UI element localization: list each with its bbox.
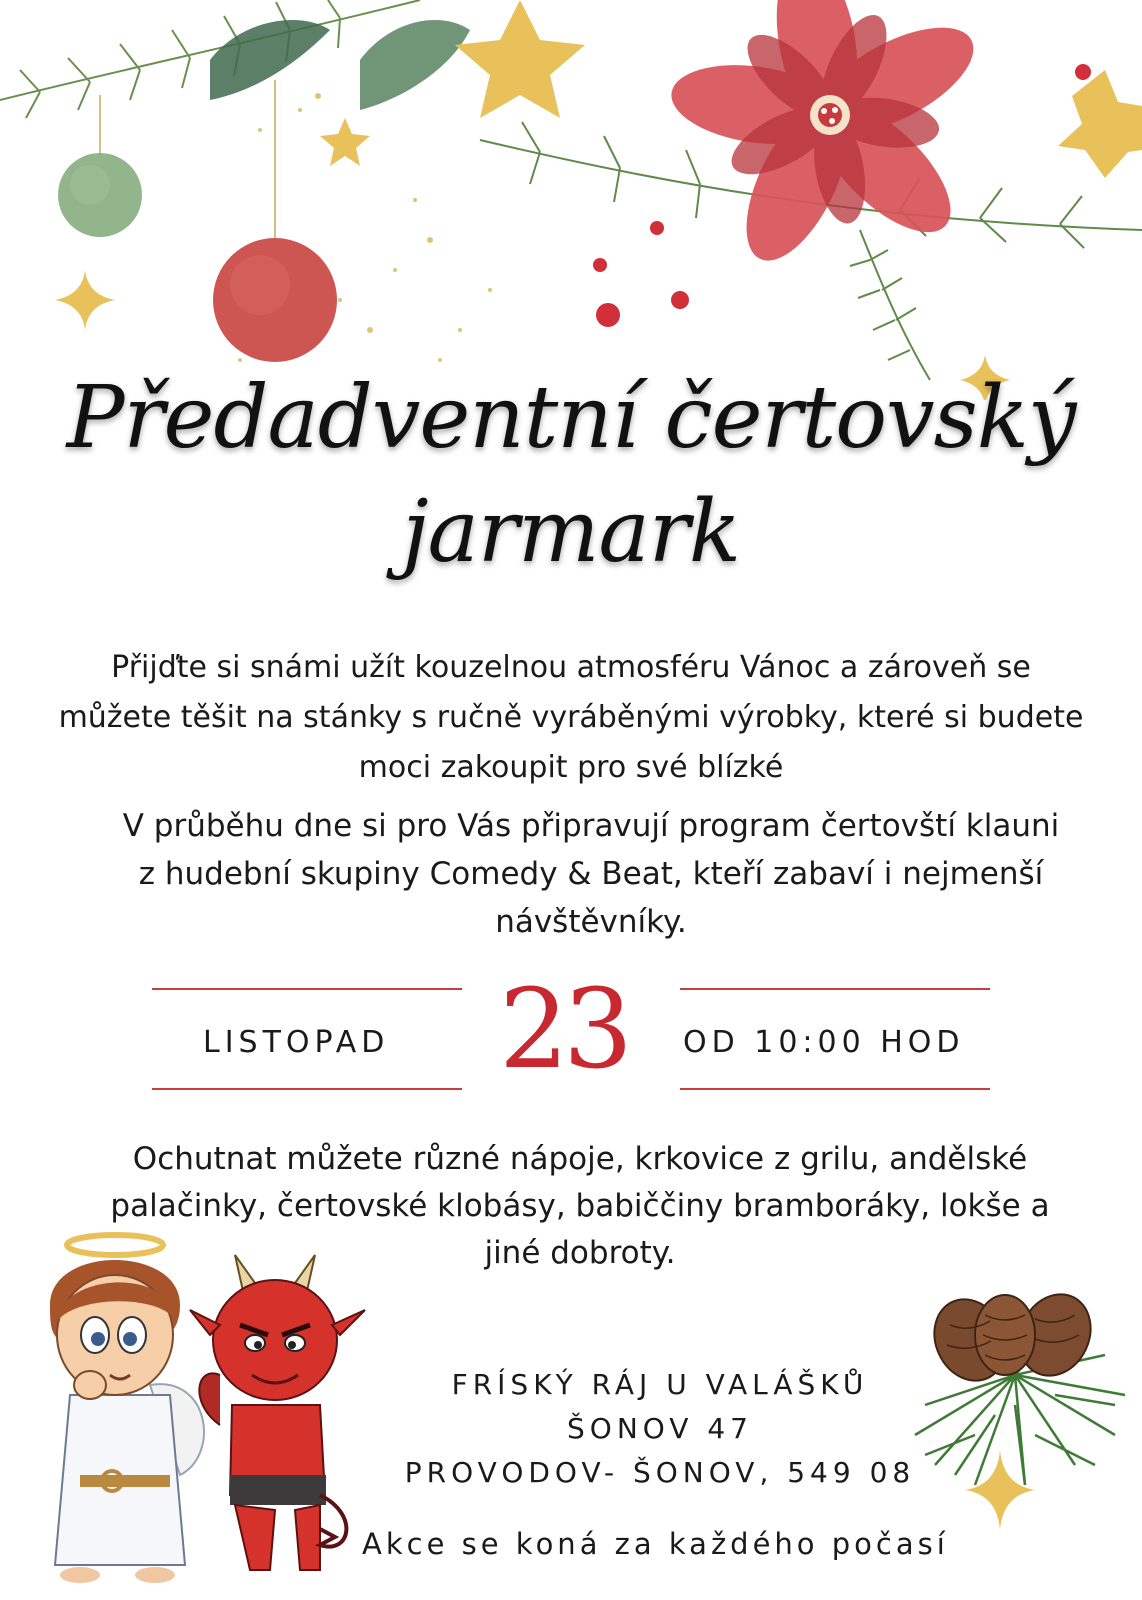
address-line-2: ŠONOV 47 <box>567 1412 753 1445</box>
food-line: jiné dobroty. <box>484 1235 676 1271</box>
divider-line <box>152 1088 462 1090</box>
title-line-2: jarmark <box>401 482 741 582</box>
divider-line <box>680 988 990 990</box>
intro-line: moci zakoupit pro své blízké <box>358 750 784 785</box>
top-decoration <box>0 0 1142 400</box>
angel-devil-illustration <box>20 1225 370 1595</box>
address-line-1: FRÍSKÝ RÁJ U VALÁŠKŮ <box>451 1368 869 1401</box>
program-paragraph <box>40 802 1142 946</box>
program-line: z hudební skupiny Comedy & Beat, kteří zabaví i nejmenší <box>138 856 1044 892</box>
address-line-3: PROVODOV- ŠONOV, 549 08 <box>404 1456 916 1489</box>
program-line: návštěvníky. <box>495 904 687 940</box>
angel-icon <box>50 1235 204 1583</box>
poinsettia-icon <box>666 0 989 275</box>
holly-leaf-icon <box>210 20 470 110</box>
divider-line <box>152 988 462 990</box>
sparkle-icon <box>965 1450 1035 1530</box>
ornament-icon <box>58 95 142 237</box>
program-line: V průběhu dne si pro Vás připravují program čertovští klauni <box>122 808 1060 844</box>
date-time: OD 10:00 HOD <box>683 1025 965 1060</box>
pine-branch-icon <box>0 0 420 118</box>
intro-line: Přijďte si snámi užít kouzelnou atmosféru Vánoc a zároveň se <box>111 650 1031 685</box>
title-line-1: Předadventní čertovský <box>66 368 1076 468</box>
intro-paragraph <box>0 643 1142 793</box>
date-day: 23 <box>499 965 627 1093</box>
ornament-icon <box>213 80 337 362</box>
divider-line <box>680 1088 990 1090</box>
food-line: palačinky, čertovské klobásy, babiččiny bramboráky, lokše a <box>110 1188 1050 1224</box>
weather-note: Akce se koná za každého počasí <box>362 1527 949 1561</box>
devil-icon <box>190 1255 365 1570</box>
date-month: LISTOPAD <box>203 1025 390 1060</box>
food-line: Ochutnat můžete různé nápoje, krkovice z grilu, andělské <box>132 1141 1028 1177</box>
intro-line: můžete těšit na stánky s ručně vyráběnými výrobky, které si budete <box>58 700 1084 735</box>
